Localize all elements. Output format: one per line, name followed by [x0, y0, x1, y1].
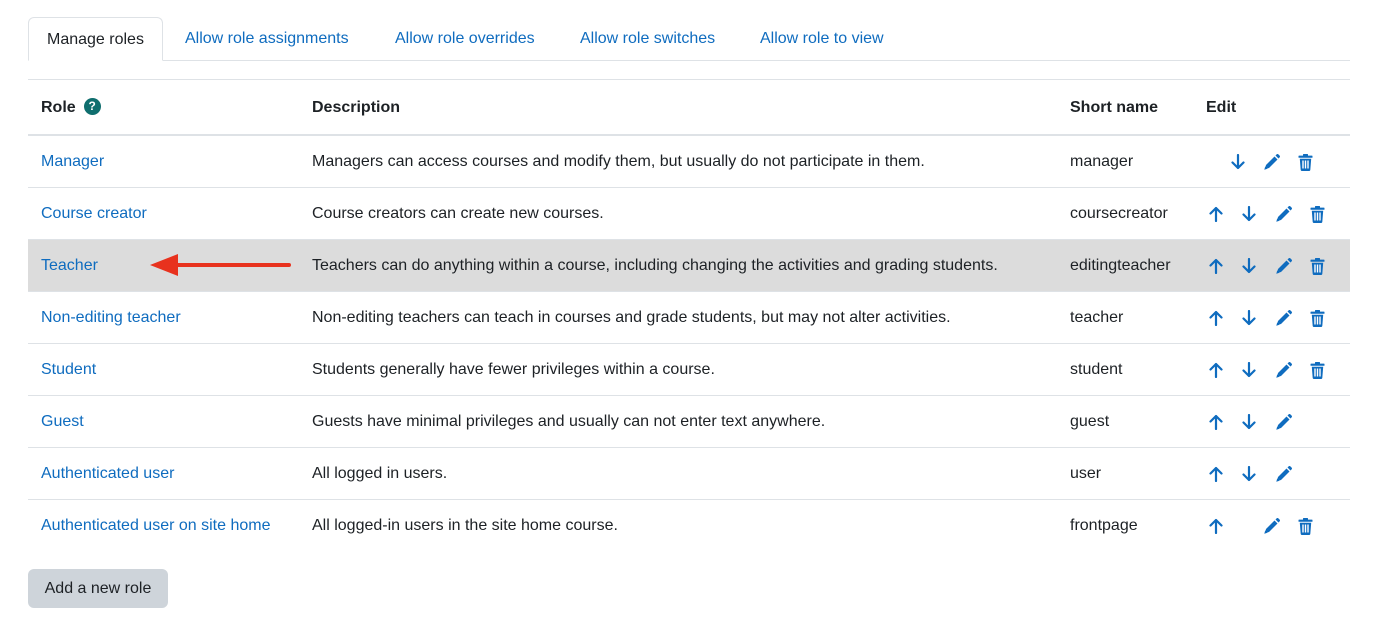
- table-header: [28, 80, 1350, 136]
- table-row: [28, 292, 1350, 344]
- delete-trash-icon[interactable]: [1307, 308, 1327, 328]
- table-row: [28, 136, 1350, 188]
- move-down-icon[interactable]: [1228, 152, 1248, 172]
- edit-pencil-icon[interactable]: [1273, 412, 1293, 432]
- role-link[interactable]: Guest: [41, 413, 84, 430]
- edit-pencil-icon[interactable]: [1261, 152, 1281, 172]
- move-down-icon[interactable]: [1239, 256, 1259, 276]
- roles-table: [28, 79, 1350, 552]
- delete-trash-icon[interactable]: [1307, 256, 1327, 276]
- header-role-label: Role: [41, 99, 76, 116]
- move-up-icon[interactable]: [1206, 204, 1226, 224]
- add-new-role-button[interactable]: Add a new role: [28, 569, 168, 608]
- move-up-icon[interactable]: [1206, 412, 1226, 432]
- move-down-icon[interactable]: [1239, 412, 1259, 432]
- role-short-name: student: [1070, 361, 1123, 378]
- annotation-arrow-icon: [150, 253, 292, 277]
- role-link[interactable]: Authenticated user: [41, 465, 175, 482]
- tab-allow-role-to-view[interactable]: Allow role to view: [760, 30, 884, 47]
- role-short-name: coursecreator: [1070, 205, 1168, 222]
- delete-trash-icon[interactable]: [1295, 516, 1315, 536]
- role-short-name: frontpage: [1070, 517, 1138, 534]
- tab-manage-roles[interactable]: Manage roles: [28, 17, 163, 61]
- role-short-name: editingteacher: [1070, 257, 1171, 274]
- role-description: Course creators can create new courses.: [312, 205, 604, 222]
- role-link[interactable]: Manager: [41, 153, 105, 170]
- role-description: All logged-in users in the site home course.: [312, 517, 618, 534]
- edit-pencil-icon[interactable]: [1273, 360, 1293, 380]
- role-link[interactable]: Non-editing teacher: [41, 309, 181, 326]
- role-link[interactable]: Teacher: [41, 257, 98, 274]
- role-description: Students generally have fewer privileges within a course.: [312, 361, 715, 378]
- role-short-name: manager: [1070, 153, 1134, 170]
- table-row: [28, 188, 1350, 240]
- table-row: [28, 396, 1350, 448]
- table-body: [28, 136, 1350, 552]
- move-up-icon[interactable]: [1206, 256, 1226, 276]
- move-up-icon[interactable]: [1206, 516, 1226, 536]
- move-down-icon[interactable]: [1239, 360, 1259, 380]
- move-down-icon[interactable]: [1239, 308, 1259, 328]
- header-short-name: Short name: [1070, 99, 1159, 116]
- role-link[interactable]: Student: [41, 361, 97, 378]
- edit-pencil-icon[interactable]: [1261, 516, 1281, 536]
- role-description: All logged in users.: [312, 465, 448, 482]
- role-description: Teachers can do anything within a course, including changing the activities and grading students.: [312, 257, 998, 274]
- role-description: Guests have minimal privileges and usually can not enter text anywhere.: [312, 413, 826, 430]
- move-up-icon[interactable]: [1206, 360, 1226, 380]
- delete-trash-icon[interactable]: [1295, 152, 1315, 172]
- delete-trash-icon[interactable]: [1307, 360, 1327, 380]
- role-description: Managers can access courses and modify them, but usually do not participate in them.: [312, 153, 925, 170]
- role-short-name: user: [1070, 465, 1102, 482]
- move-up-icon[interactable]: [1206, 308, 1226, 328]
- table-row: [28, 344, 1350, 396]
- header-description: Description: [312, 99, 401, 116]
- edit-pencil-icon[interactable]: [1273, 204, 1293, 224]
- table-row: [28, 448, 1350, 500]
- help-icon[interactable]: ?: [84, 98, 101, 115]
- move-down-icon[interactable]: [1239, 464, 1259, 484]
- role-link[interactable]: Course creator: [41, 205, 147, 222]
- tab-allow-role-assignments[interactable]: Allow role assignments: [185, 30, 349, 47]
- tab-allow-role-overrides[interactable]: Allow role overrides: [395, 30, 535, 47]
- edit-pencil-icon[interactable]: [1273, 308, 1293, 328]
- role-tabs: [28, 17, 1350, 61]
- edit-pencil-icon[interactable]: [1273, 256, 1293, 276]
- move-up-icon[interactable]: [1206, 464, 1226, 484]
- move-down-icon[interactable]: [1239, 204, 1259, 224]
- header-role: [41, 80, 101, 136]
- role-short-name: teacher: [1070, 309, 1124, 326]
- delete-trash-icon[interactable]: [1307, 204, 1327, 224]
- role-link[interactable]: Authenticated user on site home: [41, 517, 271, 534]
- table-row: [28, 500, 1350, 552]
- role-short-name: guest: [1070, 413, 1110, 430]
- tab-allow-role-switches[interactable]: Allow role switches: [580, 30, 716, 47]
- role-description: Non-editing teachers can teach in courses and grade students, but may not alter activities.: [312, 309, 951, 326]
- edit-pencil-icon[interactable]: [1273, 464, 1293, 484]
- header-edit: Edit: [1206, 99, 1237, 116]
